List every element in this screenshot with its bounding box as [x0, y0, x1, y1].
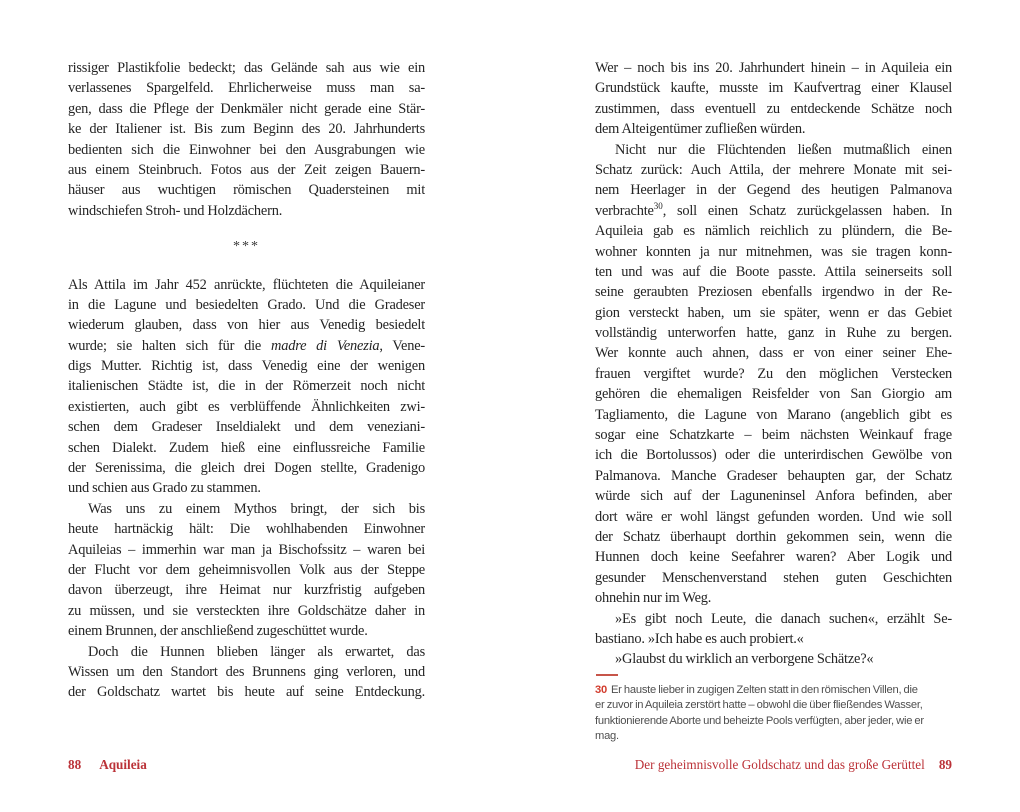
text-line: Doch die Hunnen blieben länger als erwartet, das	[88, 643, 425, 660]
text-line: der Flucht vor dem geheimnisvollen Volk aus der Steppe	[68, 561, 425, 578]
text-line: »Glaubst du wirklich an verborgene Schätze?«	[615, 651, 874, 668]
footnote-line: mag.	[595, 729, 619, 742]
text-run: wurde; sie halten sich für die	[68, 337, 272, 354]
text-line: und schien aus Grado zu stammen.	[68, 480, 261, 497]
text-line: gen, dass die Pflege der Denkmäler nicht gerade eine Stär-	[68, 100, 425, 117]
text-line: dem Alteigentümer zufließen würden.	[595, 121, 806, 138]
text-line: Grundstück kaufte, musste im Kaufvertrag einer Klausel	[595, 80, 952, 97]
text-line: rissiger Plastikfolie bedeckt; das Gelände sah aus wie ein	[68, 60, 425, 76]
text-line: in die Lagune und besiedelten Grado. Und die Gradeser	[68, 296, 425, 313]
text-line: einem Brunnen, der anschließend zugeschüttet wurde.	[68, 623, 368, 640]
page-right-footer	[635, 757, 952, 777]
text-line: nem Heerlager in der Gegend des heutigen Palmanova	[595, 182, 952, 199]
text-line: der Serenissima, die gleich drei Dogen stellte, Gradenigo	[68, 460, 425, 477]
text-line: ich die Bortolussos) oder die unterirdischen Gewölbe von	[595, 447, 952, 464]
footnote-line: 30 Er hauste lieber in zugigen Zelten statt in den römischen Villen, die	[595, 684, 918, 697]
text-line: zu müssen, und sie versteckten ihre Goldschätze daher in	[68, 602, 425, 619]
text-line: verlassenes Spargelfeld. Ehrlicherweise muss man sa-	[68, 80, 425, 97]
footnote-reference: 30	[653, 200, 663, 211]
text-line: der Schatz überhaupt dorthin gekommen sein, wenn die	[595, 528, 952, 545]
text-line: Wer konnte auch ahnen, dass er von einer seiner Ehe-	[595, 345, 952, 362]
text-line: davon überzeugt, ihre Heimat nur kurzfristig aufgeben	[68, 582, 425, 599]
footnote-line: funktionierende Aborte und beheizte Pools verfügten, aber jeder, wie er	[595, 714, 924, 727]
footnote-number: 30	[595, 684, 607, 697]
page-left-text-column	[68, 58, 425, 703]
page-number-right: 89	[938, 757, 952, 772]
text-line: häuser aus wuchtigen römischen Quadersteinen mit	[68, 182, 425, 199]
text-line: frauen vergiftet wurde? Zu den möglichen Verstecken	[595, 365, 952, 382]
text-line: Wissen um den Standort des Brunnens ging verloren, und	[68, 663, 425, 680]
text-run: verbrachte	[595, 202, 654, 219]
text-line: wohner konnten ja nur mitnehmen, was sie tragen konn-	[595, 243, 952, 260]
paragraph	[68, 275, 425, 499]
text-line	[595, 201, 952, 221]
text-line: Nicht nur die Flüchtenden ließen mutmaßlich einen	[615, 141, 952, 158]
text-line: gehören die ehemaligen Reisfelder von San Giorgio am	[595, 386, 952, 403]
page-left-footer	[68, 757, 147, 777]
text-line: sogar eine Schatzkarte – beim nächsten Weinkauf frage	[595, 427, 952, 444]
text-line: italienischen Städte ist, die in der Römerzeit noch nicht	[68, 378, 425, 395]
text-run: , Vene-	[379, 337, 425, 354]
text-line: bastiano. »Ich habe es auch probiert.«	[595, 630, 804, 647]
text-line: würde sich auf der Laguneninsel Anfora befinden, aber	[595, 488, 952, 505]
text-line: heute hartnäckig hält: Die wohlhabenden Einwohner	[68, 521, 425, 538]
text-line: Palmanova. Manche Gradeser behaupten gar, der Schatz	[595, 467, 952, 484]
text-line: wiederum glauben, dass von hier aus Venedig besiedelt	[68, 317, 425, 334]
footnote-text	[595, 683, 952, 744]
page-number-left: 88	[68, 757, 82, 772]
text-line: Als Attila im Jahr 452 anrückte, flüchteten die Aquileianer	[68, 276, 425, 293]
paragraph	[68, 58, 425, 221]
page-right-text-column	[595, 58, 952, 744]
paragraph	[595, 140, 952, 609]
text-line: vollständig unterworfen hatte, ganz in Ruhe zu bergen.	[595, 325, 952, 342]
text-run: madre di Venezia	[271, 337, 380, 354]
text-line: Aquileia gab es nämlich reichlich zu plündern, die Be-	[595, 223, 952, 240]
text-line: existierten, auch gibt es verblüffende Ähnlichkeiten zwi-	[68, 398, 425, 415]
text-line: gion versteckt haben, um sie später, wenn er das Gebiet	[595, 304, 952, 321]
text-line: zustimmen, dass eventuell zu entdeckende Schätze noch	[595, 100, 952, 117]
text-line: Wer – noch bis ins 20. Jahrhundert hinein – in Aquileia ein	[595, 60, 952, 76]
chapter-label-right: Der geheimnisvolle Goldschatz und das große Gerüttel	[634, 757, 925, 772]
text-line: Aquileias – immerhin war man ja Bischofssitz – waren bei	[68, 541, 425, 558]
text-line: bedienten sich die Einwohner bei den Ausgrabungen wie	[68, 141, 425, 158]
footnote-rule	[596, 674, 618, 677]
text-line: Schatz zurück: Auch Attila, der mehrere Monate mit sei-	[595, 161, 952, 178]
text-line: Hunnen doch keine Seefahrer waren? Aber Logik und	[595, 549, 952, 566]
text-line: Was uns zu einem Mythos bringt, der sich bis	[88, 500, 425, 517]
text-line: ten und was auf die Boote passte. Attila seinerseits soll	[595, 263, 952, 280]
text-line: ohnehin nur im Weg.	[595, 590, 712, 607]
text-line: dort wäre er wohl längst gefunden worden. Und wie soll	[595, 508, 952, 525]
chapter-label-left: Aquileia	[99, 757, 147, 772]
text-run: , soll einen Schatz zurückgelassen haben. In	[662, 202, 952, 219]
text-line: digs Mutter. Richtig ist, dass Venedig eine der wenigen	[68, 358, 425, 375]
text-line: der Goldschatz wartet bis heute auf seine Entdeckung.	[68, 684, 425, 701]
text-line: windschiefen Stroh- und Holzdächern.	[68, 202, 283, 219]
footnote	[595, 674, 952, 744]
text-line: Tagliamento, die Lagune von Marano (angeblich gibt es	[595, 406, 952, 423]
text-line: aus einem Steinbruch. Fotos aus der Zeit zeigen Bauern-	[68, 161, 425, 178]
text-line: seine geraubten Preziosen ebenfalls irgendwo in der Re-	[595, 284, 952, 301]
footnote-line: er zuvor in Aquileia zerstört hatte – obwohl die über fließendes Wasser,	[595, 699, 923, 712]
paragraph	[595, 58, 952, 140]
section-separator: ***	[233, 239, 260, 255]
text-line: »Es gibt noch Leute, die danach suchen«, erzählt Se-	[615, 610, 952, 627]
text-line: gesunder Menschenverstand stehen guten Geschichten	[595, 569, 952, 586]
paragraph	[68, 499, 425, 642]
text-line	[68, 336, 425, 356]
text-line: schen dem Gradeser Inseldialekt und dem veneziani-	[68, 419, 425, 436]
text-line: schen Dialekt. Zudem hieß eine einflussreiche Familie	[68, 439, 425, 456]
paragraph	[595, 609, 952, 650]
paragraph	[68, 642, 425, 703]
paragraph	[595, 649, 952, 669]
text-line: ke der Italiener ist. Bis zum Beginn des 20. Jahrhunderts	[68, 121, 425, 138]
